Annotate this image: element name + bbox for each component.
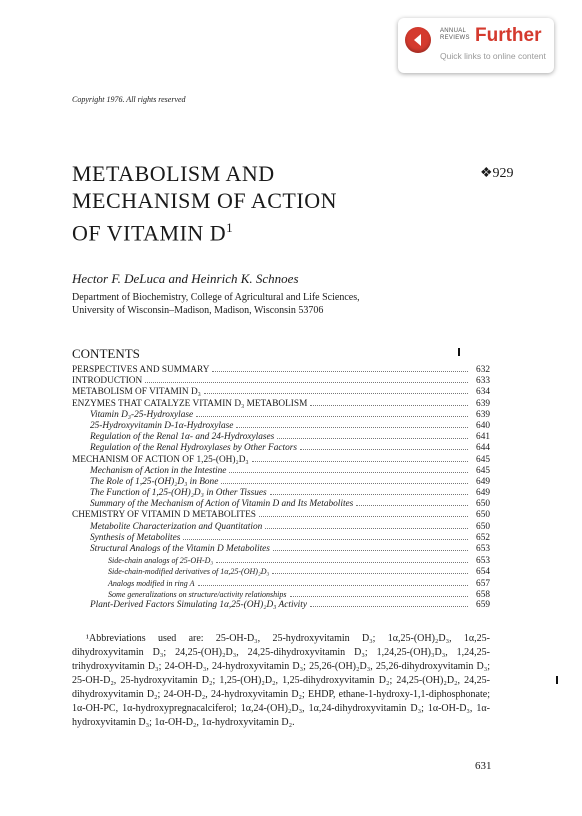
toc-entry-page: 632 [476, 365, 490, 375]
toc-leader-dots [273, 550, 468, 551]
toc-entry[interactable] [72, 365, 490, 376]
toc-entry[interactable] [72, 455, 490, 466]
authors: Hector F. DeLuca and Heinrich K. Schnoes [72, 271, 299, 286]
toc-leader-dots [310, 405, 468, 406]
toc-entry-page: 650 [476, 510, 490, 521]
toc-entry-page: 658 [476, 589, 490, 600]
toc-entry-page: 650 [476, 499, 490, 510]
toc-leader-dots [310, 606, 468, 607]
toc-entry[interactable] [72, 544, 490, 555]
affiliation-line-1: Department of Biochemistry, College of Agricultural and Life Sciences, [72, 292, 360, 303]
toc-leader-dots [277, 438, 468, 439]
toc-entry-page: 639 [476, 398, 490, 409]
toc-leader-dots [145, 382, 468, 383]
toc-leader-dots [221, 483, 468, 484]
toc-entry-label: The Role of 1,25-(OH)₂D₃ in Bone [90, 476, 219, 487]
toc-leader-dots [196, 416, 468, 417]
toc-leader-dots [198, 585, 468, 586]
toc-entry-page: 649 [476, 488, 490, 499]
toc-entry-label: Plant-Derived Factors Simulating 1α,25-(OH)₂D₃ Activity [90, 599, 307, 610]
toc-entry-page: 639 [476, 409, 490, 420]
toc-entry-page: 634 [476, 387, 490, 398]
toc-entry-label: Structural Analogs of the Vitamin D Metabolites [90, 544, 270, 554]
toc-entry-label: Some generalizations on structure/activity relationships [108, 589, 287, 599]
further-label: Further [475, 25, 542, 46]
toc-entry[interactable] [72, 488, 490, 499]
toc-entry-page: 645 [476, 465, 490, 476]
toc-leader-dots [259, 516, 468, 517]
toc-entry-label: Analogs modified in ring A [108, 578, 195, 588]
toc-entry-label: INTRODUCTION [72, 376, 143, 387]
toc-entry[interactable] [72, 432, 490, 443]
title-line-3 [72, 214, 337, 246]
toc-entry-label: Mechanism of Action in the Intestine [90, 465, 227, 476]
toc-entry-page: 653 [476, 544, 490, 554]
toc-entry-label: 25-Hydroxyvitamin D-1α-Hydroxylase [90, 420, 234, 431]
toc-leader-dots [216, 562, 468, 563]
toc-entry-page: 659 [476, 599, 490, 610]
page-number: 631 [475, 760, 492, 772]
toc-entry-page: 653 [476, 556, 490, 567]
margin-marker [556, 676, 558, 684]
toc-leader-dots [265, 528, 468, 529]
toc-entry[interactable] [72, 510, 490, 521]
toc-leader-dots [183, 539, 468, 540]
toc-entry-page: 650 [476, 521, 490, 532]
title-line-1: METABOLISM AND [72, 161, 275, 186]
toc-leader-dots [270, 494, 468, 495]
toc-entry-label: PERSPECTIVES AND SUMMARY [72, 365, 210, 375]
toc-entry[interactable] [72, 376, 490, 387]
toc-entry-page: 645 [476, 454, 490, 465]
margin-marker [458, 348, 460, 356]
badge-subtitle: Quick links to online content [440, 51, 546, 61]
toc-leader-dots [300, 449, 468, 450]
article-title [72, 160, 337, 246]
toc-entry-page: 649 [476, 476, 490, 487]
toc-entry[interactable] [72, 589, 490, 600]
toc-entry-page: 633 [476, 376, 490, 387]
table-of-contents [72, 365, 490, 611]
toc-entry-page: 652 [476, 532, 490, 543]
toc-entry-label: ENZYMES THAT CATALYZE VITAMIN D₃ METABOLISM [72, 398, 308, 409]
toc-entry-page: 640 [476, 420, 490, 431]
annual-reviews-logo-text: ANNUAL REVIEWS [440, 28, 470, 41]
toc-entry-page: 654 [476, 567, 490, 578]
contents-heading: CONTENTS [72, 346, 140, 361]
toc-entry[interactable] [72, 421, 490, 432]
toc-entry-label: Regulation of the Renal 1α- and 24-Hydroxylases [90, 432, 275, 443]
footnote [72, 632, 490, 730]
toc-leader-dots [212, 371, 468, 372]
toc-entry-label: Side-chain-modified derivatives of 1α,25-(OH)₂D₃ [108, 567, 270, 577]
toc-entry-label: Synthesis of Metabolites [90, 532, 181, 543]
toc-entry[interactable] [72, 533, 490, 544]
toc-entry-label: MECHANISM OF ACTION OF 1,25-(OH)₂D₃ [72, 454, 249, 465]
toc-leader-dots [204, 393, 468, 394]
toc-entry[interactable] [72, 566, 490, 577]
toc-entry[interactable] [72, 410, 490, 421]
toc-entry-label: METABOLISM OF VITAMIN D₃ [72, 387, 201, 398]
toc-entry[interactable] [72, 399, 490, 410]
toc-entry[interactable] [72, 522, 490, 533]
annual-reviews-further-badge[interactable] [398, 18, 554, 73]
toc-entry[interactable] [72, 443, 490, 454]
toc-entry-label: Vitamin D₃-25-Hydroxylase [90, 409, 194, 420]
title-line-3-text: OF VITAMIN D [72, 220, 227, 246]
toc-leader-dots [236, 427, 468, 428]
toc-entry[interactable] [72, 600, 490, 611]
chevron-left-icon [405, 27, 431, 53]
toc-entry-page: 657 [476, 578, 490, 589]
title-line-2: MECHANISM OF ACTION [72, 188, 337, 213]
toc-entry-label: Regulation of the Renal Hydroxylases by Other Factors [90, 443, 297, 454]
toc-leader-dots [229, 472, 468, 473]
toc-leader-dots [272, 573, 468, 574]
toc-entry-label: CHEMISTRY OF VITAMIN D METABOLITES [72, 510, 256, 521]
title-footnote-mark[interactable]: 1 [226, 220, 234, 235]
page-marker: ❖929 [480, 166, 514, 181]
toc-entry-page: 644 [476, 443, 490, 454]
toc-entry[interactable] [72, 555, 490, 566]
toc-leader-dots [252, 461, 468, 462]
toc-entry[interactable] [72, 499, 490, 510]
toc-entry-label: Summary of the Mechanism of Action of Vitamin D and Its Metabolites [90, 499, 354, 510]
toc-entry-label: The Function of 1,25-(OH)₂D₃ in Other Tissues [90, 488, 267, 499]
toc-leader-dots [290, 596, 469, 597]
affiliation [72, 291, 360, 317]
toc-entry-label: Metabolite Characterization and Quantitation [90, 521, 263, 532]
toc-entry[interactable] [72, 578, 490, 589]
footnote-text: ¹Abbreviations used are: 25-OH-D₃, 25-hydroxyvitamin D₃; 1α,25-(OH)₂D₃, 1α,25-dihydroxyvitamin D₃; 24,25-(OH)₂D₃, 24,25-dihydroxyvitamin D₃; 1,24,25-(OH)₃D₃, 1,24,25-trihydroxyvitamin D₃; 24-OH-D₃, 24-hydroxyvitamin D₃; 25,26-(OH)₂D₃, 25,26-dihydroxyvitamin D₃; 25-OH-D₂, 25-hydroxyvitamin D₂; 1,25-(OH)₂D₂, 1,25-dihydroxyvitamin D₂; 24,25-(OH)₂D₂, 24,25-dihydroxyvitamin D₂; 24-OH-D₂, 24-hydroxyvitamin D₂; EHDP, ethane-1-hydroxy-1,1-diphosphonate; 1α-OH-PC, 1α-hydroxypregnacalciferol; 1α,24-(OH)₂D₃, 1α,24-dihydroxyvitamin D₃; 1α-OH-D₃, 1α-hydroxyvitamin D₃; 1α-OH-D₂, 1α-hydroxyvitamin D₂. [72, 633, 490, 728]
toc-entry[interactable] [72, 387, 490, 398]
toc-entry[interactable] [72, 466, 490, 477]
toc-entry[interactable] [72, 477, 490, 488]
affiliation-line-2: University of Wisconsin–Madison, Madison, Wisconsin 53706 [72, 305, 324, 316]
toc-leader-dots [356, 505, 468, 506]
toc-entry-label: Side-chain analogs of 25-OH-D₃ [108, 556, 214, 566]
copyright-notice: Copyright 1976. All rights reserved [72, 95, 186, 104]
toc-entry-page: 641 [476, 432, 490, 443]
